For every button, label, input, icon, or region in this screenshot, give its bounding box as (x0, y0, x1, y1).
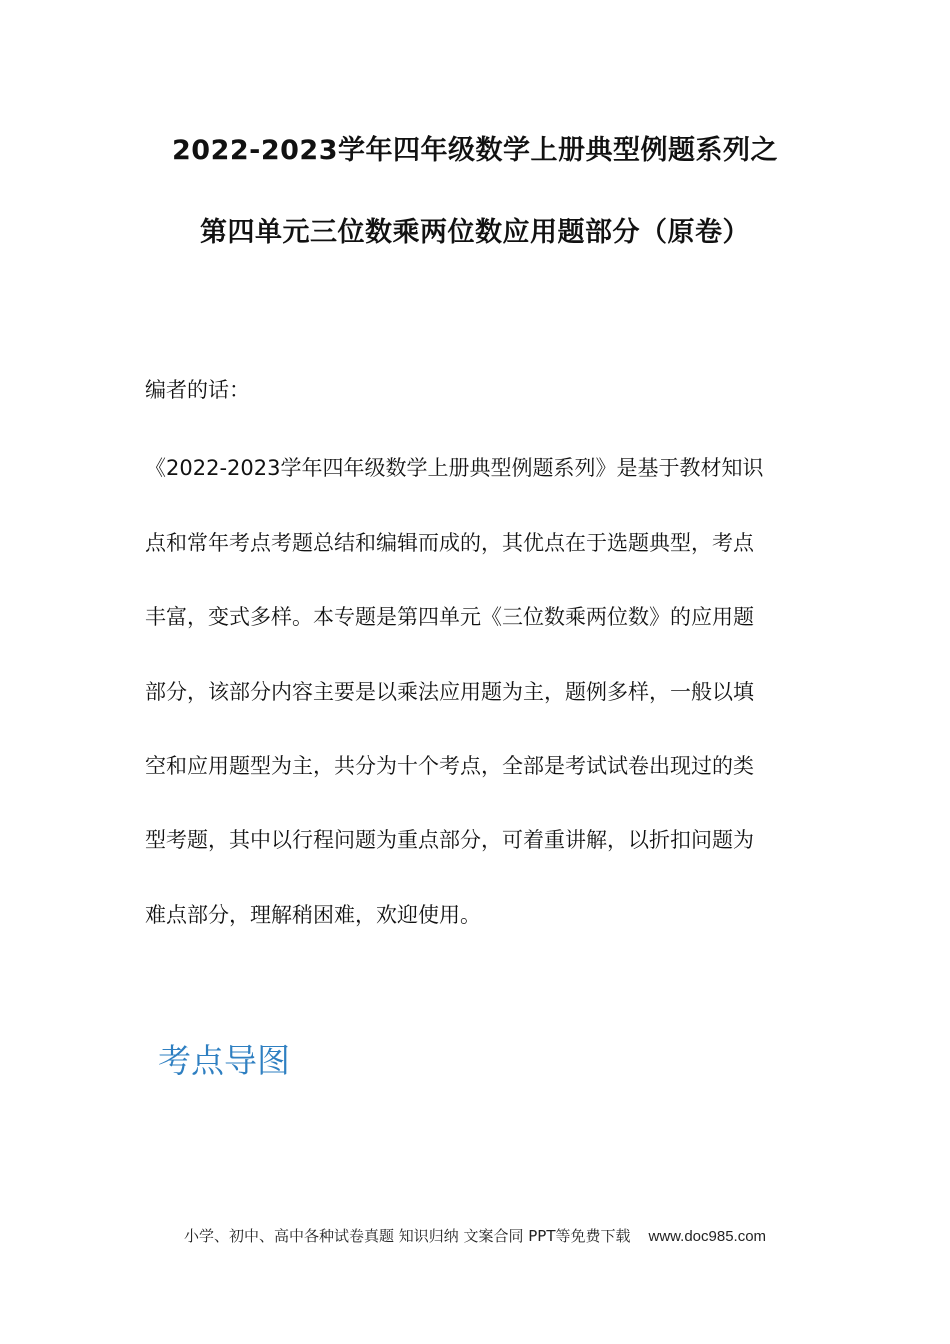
footer-text: 小学、初中、高中各种试卷真题 知识归纳 文案合同 PPT等免费下载 (183, 1227, 631, 1245)
paragraph-line: 丰富，变式多样。本专题是第四单元《三位数乘两位数》的应用题 (145, 605, 754, 629)
paragraph-line: 难点部分，理解稍困难，欢迎使用。 (145, 903, 481, 927)
document-title-line-2: 第四单元三位数乘两位数应用题部分（原卷） (200, 217, 750, 248)
footer-site-link[interactable]: www.doc985.com (648, 1228, 767, 1245)
editor-note-label: 编者的话： (145, 378, 250, 402)
paragraph-line: 点和常年考点考题总结和编辑而成的，其优点在于选题典型，考点 (145, 531, 754, 555)
paragraph-line: 部分，该部分内容主要是以乘法应用题为主，题例多样，一般以填 (145, 680, 754, 704)
page-footer (0, 1225, 950, 1246)
paragraph-line: 《2022-2023学年四年级数学上册典型例题系列》是基于教材知识 (145, 456, 764, 480)
section-heading: 考点导图 (158, 1041, 290, 1080)
paragraph-line: 型考题，其中以行程问题为重点部分，可着重讲解，以折扣问题为 (145, 828, 754, 852)
document-title-line-1: 2022-2023学年四年级数学上册典型例题系列之 (172, 135, 778, 166)
paragraph-line: 空和应用题型为主，共分为十个考点，全部是考试试卷出现过的类 (145, 754, 754, 778)
